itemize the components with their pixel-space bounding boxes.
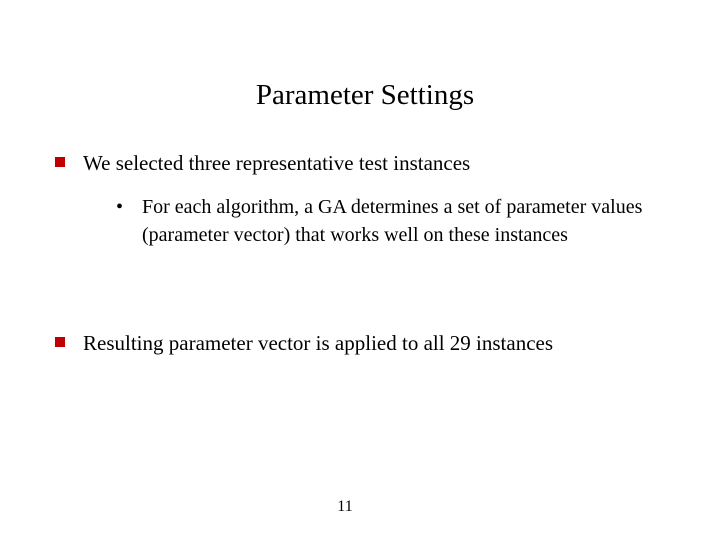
dot-bullet-icon: • <box>116 196 124 218</box>
page-number: 11 <box>337 498 353 515</box>
square-bullet-icon <box>55 157 65 167</box>
sub-bullet-text: For each algorithm, a GA determines a set of parameter values (parameter vector) that works well on these instances <box>142 196 643 246</box>
bullet-text: We selected three representative test instances <box>83 151 471 175</box>
bullet-text: Resulting parameter vector is applied to all 29 instances <box>83 331 554 355</box>
slide-title: Parameter Settings <box>255 79 475 111</box>
square-bullet-icon <box>55 337 65 347</box>
